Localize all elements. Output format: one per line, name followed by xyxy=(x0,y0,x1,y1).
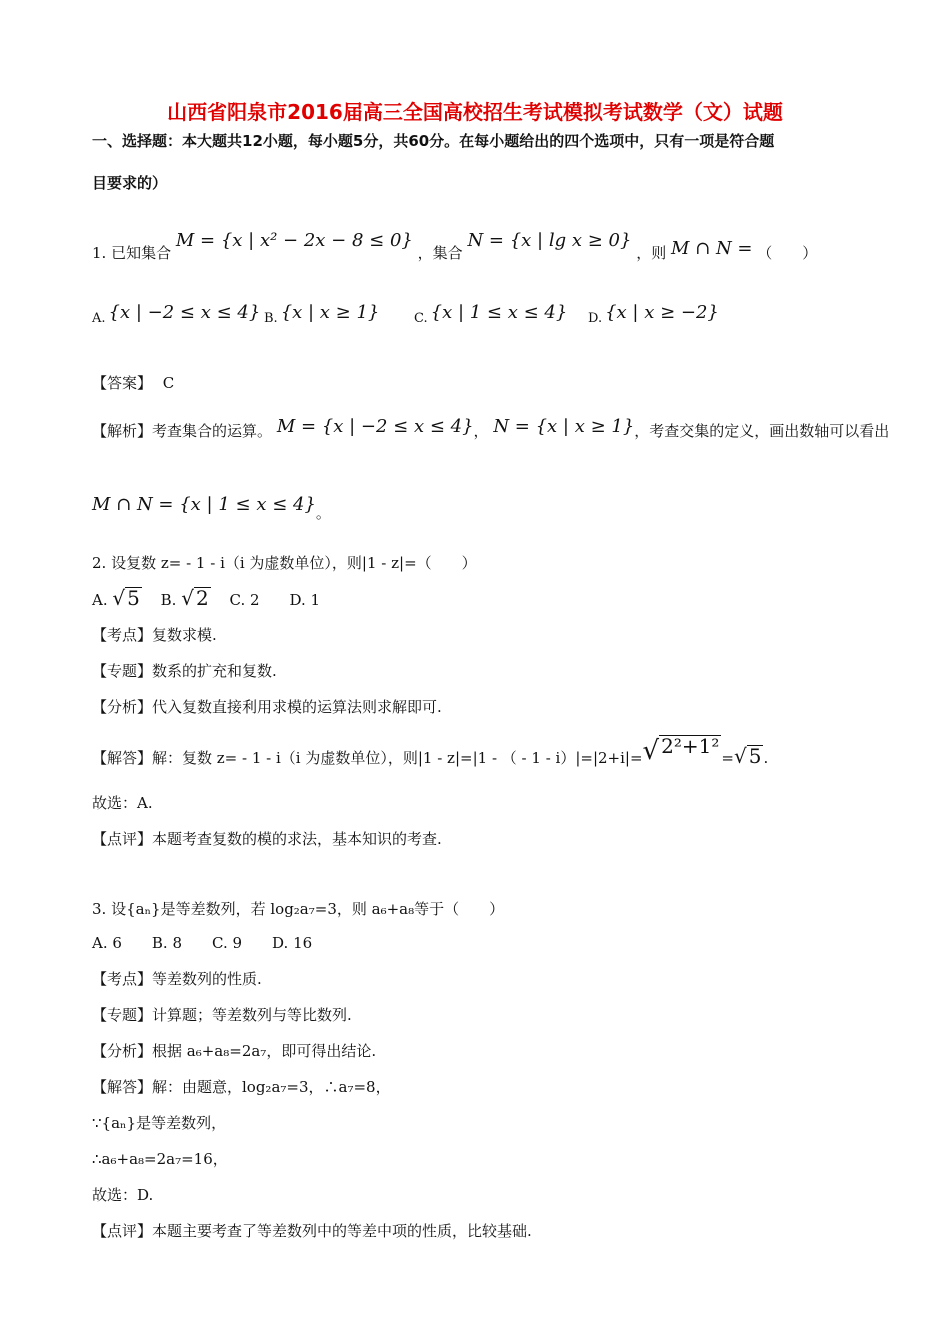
q3-fenxi: 【分析】根据 a₆+a₈=2a₇，即可得出结论. xyxy=(92,1042,377,1060)
q3-jieda: 【解答】解：由题意，log₂a₇=3，∴a₇=8， xyxy=(92,1078,391,1096)
q3-dianping: 【点评】本题主要考查了等差数列中的等差中项的性质，比较基础. xyxy=(92,1222,532,1240)
q1-analysis: 【解析】考查集合的运算。 M = {x | −2 ≤ x ≤ 4}， N = {x | x ≥ 1}，考查交集的定义，画出数轴可以看出 xyxy=(92,416,890,440)
sqrt-symbol: √ xyxy=(733,744,747,768)
question-3-stem: 3. 设{aₙ}是等差数列，若 log₂a₇=3，则 a₆+a₈等于（ ） xyxy=(92,900,505,918)
q3-line-3: ∴a₆+a₈=2a₇=16， xyxy=(92,1150,228,1168)
page-title: 山西省阳泉市2016届高三全国高校招生考试模拟考试数学（文）试题 xyxy=(167,100,783,124)
q2-fenxi: 【分析】代入复数直接利用求模的运算法则求解即可. xyxy=(92,698,442,716)
q3-kaodian: 【考点】等差数列的性质. xyxy=(92,970,262,988)
q1-option-c: C. {x | 1 ≤ x ≤ 4} xyxy=(414,302,568,326)
q2-jieda: 【解答】解：复数 z= - 1 - i（i 为虚数单位），则|1 - z|=|1 - （ - 1 - i）|=|2+i|=√ 2²+1² =√ 5 . xyxy=(92,734,769,768)
q1-prefix: 1. 已知集合 xyxy=(92,244,172,262)
sqrt-symbol: √ xyxy=(181,586,194,610)
q1-analysis-result: M ∩ N = {x | 1 ≤ x ≤ 4}。 xyxy=(92,494,331,522)
q1-option-b: B. {x | x ≥ 1} xyxy=(264,302,380,326)
q2-dianping: 【点评】本题考查复数的模的求法，基本知识的考查. xyxy=(92,830,442,848)
sqrt-symbol: √ xyxy=(642,736,660,766)
q1-option-d: D. {x | x ≥ −2} xyxy=(588,302,719,326)
q3-options: A. 6 B. 8 C. 9 D. 16 xyxy=(92,934,313,952)
q2-zhuanti: 【专题】数系的扩充和复数. xyxy=(92,662,277,680)
q1-post: ，则 xyxy=(636,244,667,262)
q3-guxuan: 故选：D. xyxy=(92,1186,154,1204)
q3-line-2: ∵{aₙ}是等差数列， xyxy=(92,1114,227,1132)
q1-set-m: M = {x | x² − 2x − 8 ≤ 0} xyxy=(175,230,413,251)
q1-answer: 【答案】 C xyxy=(92,374,175,392)
q1-option-a: A. {x | −2 ≤ x ≤ 4} xyxy=(92,302,261,326)
q1-intersection: M ∩ N = xyxy=(670,238,753,259)
section-heading-cont: 目要求的） xyxy=(92,174,168,192)
q2-options: A. √ 5 B. √ 2 C. 2 D. 1 xyxy=(92,586,321,610)
q3-zhuanti: 【专题】计算题；等差数列与等比数列. xyxy=(92,1006,352,1024)
q2-kaodian: 【考点】复数求模. xyxy=(92,626,217,644)
q1-paren: （ ） xyxy=(757,244,818,262)
q1-set-n: N = {x | lg x ≥ 0} xyxy=(467,230,632,251)
sqrt-symbol: √ xyxy=(112,586,126,610)
question-1-stem xyxy=(92,230,818,263)
q2-guxuan: 故选：A. xyxy=(92,794,153,812)
question-2-stem: 2. 设复数 z= - 1 - i（i 为虚数单位），则|1 - z|=（ ） xyxy=(92,554,477,572)
section-heading: 一、选择题：本大题共12小题，每小题5分，共60分。在每小题给出的四个选项中，只有一项是符合题 xyxy=(92,132,775,150)
q1-mid: ，集合 xyxy=(417,244,463,262)
